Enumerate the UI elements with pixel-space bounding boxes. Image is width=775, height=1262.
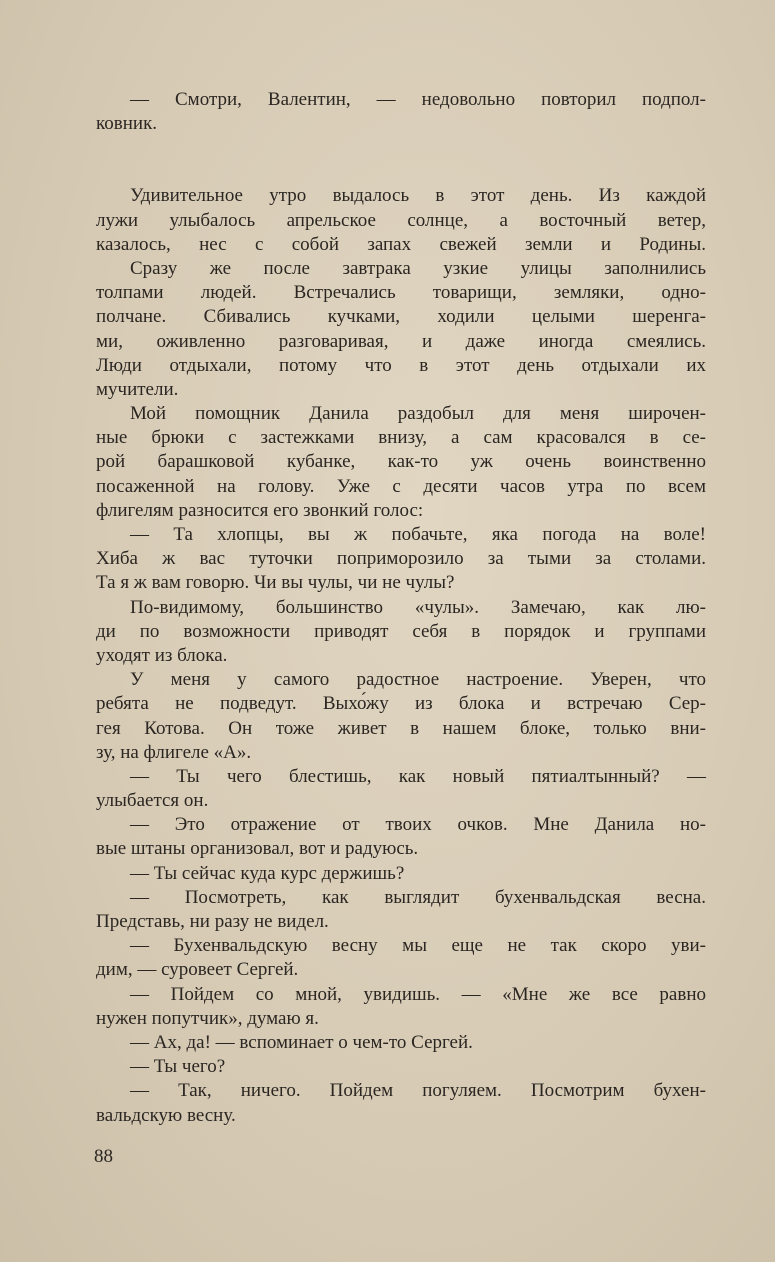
text-line: ребята не подведут. Выхо́жу из блока и встречаю Сер- <box>96 693 706 715</box>
text-line: ди по возможности приводят себя в порядок и группами <box>96 620 706 642</box>
text-line: улыбается он. <box>96 790 209 812</box>
text-line: толпами людей. Встречались товарищи, земляки, одно- <box>96 282 706 304</box>
text-line: — Та хлопцы, вы ж побачьте, яка погода на воле! <box>130 524 706 545</box>
text-line: Сразу же после завтрака узкие улицы заполнились <box>130 257 706 279</box>
text-line: посаженной на голову. Уже с десяти часов утра по всем <box>96 475 706 497</box>
text-line: Удивительное утро выдалось в этот день. Из каждой <box>130 185 706 207</box>
text-line: уходят из блока. <box>96 644 228 666</box>
text-line: вальдскую весну. <box>96 1104 236 1126</box>
text-line: ковник. <box>96 113 158 135</box>
text-line: Хиба ж вас туточки поприморозило за тыми за столами. <box>96 548 706 570</box>
intro-block <box>96 88 706 136</box>
text-line: флигелям разносится его звонкий голос: <box>96 499 424 521</box>
section-break <box>96 136 706 184</box>
text-line: мучители. <box>96 378 179 400</box>
text-line: вые штаны организовал, вот и радуюсь. <box>96 838 419 860</box>
page-text <box>96 88 706 1128</box>
text-line: дим, — суровеет Сергей. <box>96 959 299 981</box>
text-line: Та я ж вам говорю. Чи вы чулы, чи не чулы? <box>96 572 455 594</box>
text-line: казалось, нес с собой запах свежей земли и Родины. <box>96 233 706 255</box>
text-line: — Пойдем со мной, увидишь. — «Мне же все равно <box>130 983 706 1005</box>
page-number: 88 <box>94 1146 113 1167</box>
text-line: — Ты чего? <box>130 1056 226 1078</box>
text-line: нужен попутчик», думаю я. <box>96 1007 319 1029</box>
text-line: зу, на флигеле «А». <box>96 741 252 763</box>
text-line: — Посмотреть, как выглядит бухенвальдская весна. <box>130 886 706 908</box>
text-line: — Ты сейчас куда курс держишь? <box>130 862 405 884</box>
text-line: Мой помощник Данила раздобыл для меня широчен- <box>130 403 706 425</box>
text-line: лужи улыбалось апрельское солнце, а восточный ветер, <box>96 209 706 231</box>
text-line: — Это отражение от твоих очков. Мне Данила но- <box>130 814 706 836</box>
text-line: ми, оживленно разговаривая, и даже иногда смеялись. <box>96 330 706 352</box>
text-line: У меня у самого радостное настроение. Уверен, что <box>130 669 706 691</box>
text-line: ные брюки с застежками внизу, а сам красовался в се- <box>96 427 706 449</box>
body-block <box>96 184 706 1127</box>
text-line: рой барашковой кубанке, как-то уж очень воинственно <box>96 451 706 473</box>
text-line: — Ах, да! — вспоминает о чем-то Сергей. <box>130 1031 473 1053</box>
text-line: — Смотри, Валентин, — недовольно повторил подпол- <box>130 89 706 110</box>
text-line: Представь, ни разу не видел. <box>96 911 329 932</box>
text-line: — Так, ничего. Пойдем погуляем. Посмотрим бухен- <box>130 1080 706 1102</box>
text-line: — Ты чего блестишь, как новый пятиалтынный? — <box>130 765 706 787</box>
text-line: полчане. Сбивались кучками, ходили целыми шеренга- <box>96 306 706 328</box>
text-line: По-видимому, большинство «чулы». Замечаю, как лю- <box>130 596 706 618</box>
text-line: гея Котова. Он тоже живет в нашем блоке, только вни- <box>96 717 706 739</box>
text-line: — Бухенвальдскую весну мы еще не так скоро уви- <box>130 935 706 957</box>
text-line: Люди отдыхали, потому что в этот день отдыхали их <box>96 354 706 376</box>
